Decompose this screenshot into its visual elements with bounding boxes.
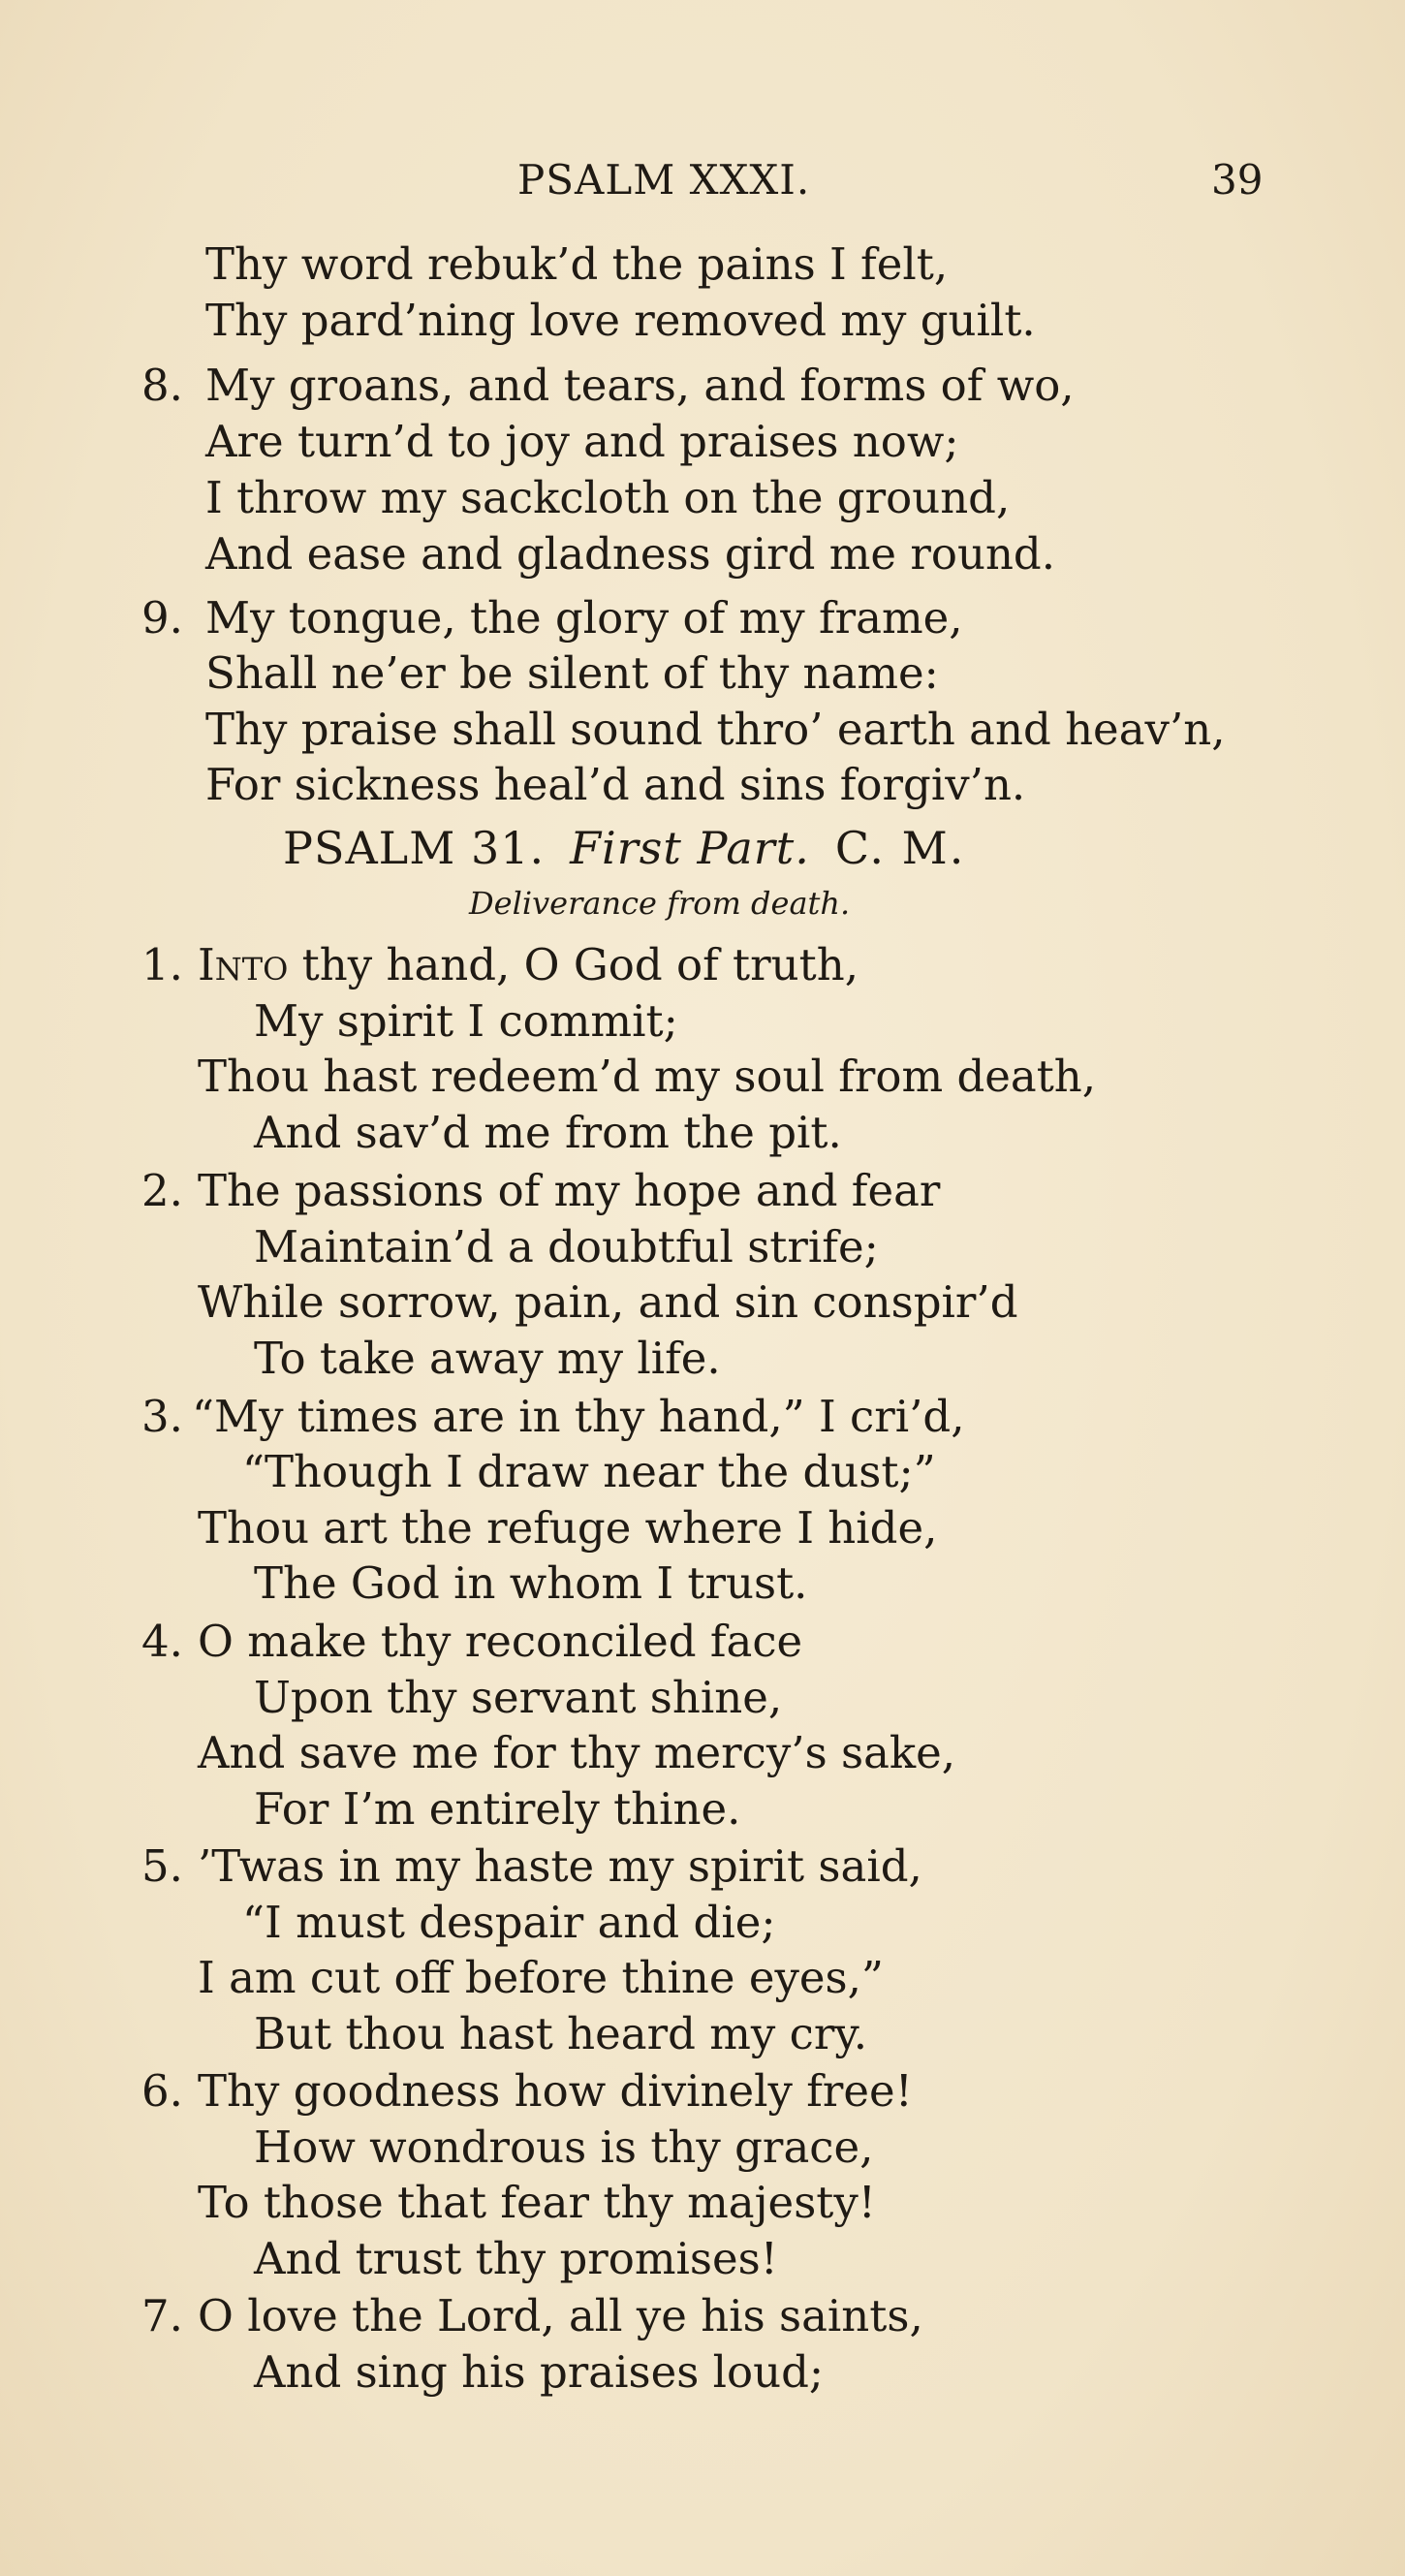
verse-line: I throw my sackcloth on the ground, [205,472,1011,523]
stanza-line: And sav’d me from the pit. [254,1107,842,1158]
stanza-line-rest: thy hand, O God of truth, [288,939,859,990]
stanza-line: For I’m entirely thine. [254,1783,741,1835]
stanza-line: But thou hast heard my cry. [254,2008,868,2059]
stanza-line: “I must despair and die; [242,1897,776,1948]
stanza-line: I am cut off before thine eyes,” [198,1952,884,2003]
stanza-number: 2. [141,1165,183,1216]
stanza-line: O make thy reconciled face [198,1616,803,1667]
stanza-line: And trust thy promises! [254,2233,778,2284]
page-number: 39 [1211,156,1264,204]
psalm-title: PSALM 31. [283,822,546,874]
stanza-line: To take away my life. [254,1333,721,1384]
stanza-line: My spirit I commit; [254,995,678,1047]
psalm-subtitle: Deliverance from death. [469,885,851,922]
stanza-line: And save me for thy mercy’s sake, [198,1727,956,1778]
verse-line: Are turn’d to joy and praises now; [205,416,959,467]
stanza-number: 1. [141,939,183,990]
stanza-line: The passions of my hope and fear [198,1165,941,1216]
verse-number: 8. [141,360,183,411]
stanza-line: Thou hast redeem’d my soul from death, [198,1051,1097,1102]
stanza-first-word: Into [198,939,289,990]
verse-line: And ease and gladness gird me round. [205,528,1056,580]
psalm-meter: C. M. [834,822,966,874]
stanza-line: Maintain’d a doubtful strife; [254,1221,879,1272]
running-title: PSALM XXXI. [517,156,811,204]
stanza-line: “My times are in thy hand,” I cri’d, [192,1391,965,1442]
stanza-line: Thy goodness how divinely free! [198,2065,913,2117]
verse-line: For sickness heal’d and sins forgiv’n. [205,759,1026,810]
stanza-number: 7. [141,2290,183,2341]
verse-line: Thy pard’ning love removed my guilt. [205,295,1036,346]
verse-line: Thy word rebuk’d the pains I felt, [205,238,949,290]
stanza-number: 5. [141,1840,183,1892]
verse-line: My tongue, the glory of my frame, [205,592,963,644]
stanza-line: O love the Lord, all ye his saints, [198,2290,923,2341]
psalm-part: First Part. [570,822,810,874]
stanza-line: Upon thy servant shine, [254,1672,783,1723]
running-head [0,153,1405,207]
stanza-line: And sing his praises loud; [254,2346,825,2398]
stanza-line: While sorrow, pain, and sin conspir’d [198,1276,1018,1328]
stanza-number: 4. [141,1616,183,1667]
stanza-line: The God in whom I trust. [254,1557,808,1609]
stanza-line: To those that fear thy majesty! [198,2177,876,2228]
verse-number: 9. [141,592,183,644]
psalm-heading [283,819,965,877]
verse-line: Shall ne’er be silent of thy name: [205,647,939,699]
verse-line: My groans, and tears, and forms of wo, [205,360,1075,411]
stanza-number: 6. [141,2065,183,2117]
stanza-number: 3. [141,1391,183,1442]
stanza-line: How wondrous is thy grace, [254,2121,874,2173]
verse-line: Thy praise shall sound thro’ earth and heav’n, [205,704,1226,755]
stanza-line: “Though I draw near the dust;” [242,1446,936,1497]
stanza-line: ’Twas in my haste my spirit said, [198,1840,922,1892]
stanza-line [198,938,859,992]
stanza-line: Thou art the refuge where I hide, [198,1502,938,1554]
